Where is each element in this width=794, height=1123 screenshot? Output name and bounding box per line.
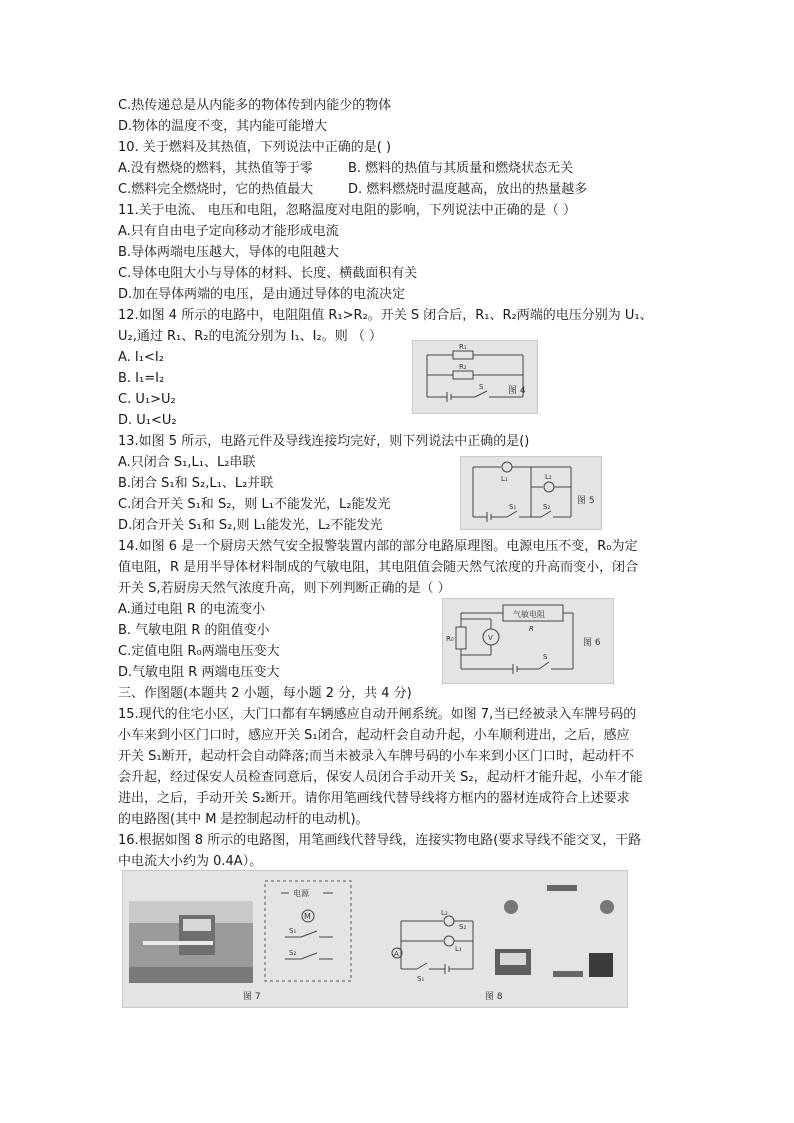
q14-option-a: A.通过电阻 R 的电流变小 (118, 602, 266, 617)
bulb-component-2 (600, 900, 614, 914)
q13-option-c: C.闭合开关 S₁和 S₂，则 L₁不能发光，L₂能发光 (118, 497, 391, 512)
bulb-component-1 (504, 900, 518, 914)
figure-5-s1-label: S₁ (509, 503, 517, 511)
figure-6-svg (443, 599, 613, 683)
figure-5-caption: 图 5 (577, 496, 595, 506)
q12-option-b: B. I₁=I₂ (118, 371, 165, 386)
q12-option-a: A. I₁<I₂ (118, 350, 164, 365)
switch-component-1 (553, 971, 583, 977)
figure-5-l2-label: L₂ (545, 473, 552, 481)
figure-5-svg (461, 457, 601, 529)
q14-stem-line2: 值电阻，R 是用半导体材料制成的气敏电阻，其电阻值会随天然气浓度的升高而变小，闭合 (118, 560, 639, 575)
figure-6-circuit (442, 598, 614, 684)
figure-6-r0-label: R₀ (446, 635, 454, 643)
q13-option-b: B.闭合 S₁和 S₂,L₁、L₂并联 (118, 476, 274, 491)
q11-option-b: B.导体两端电压越大，导体的电阻越大 (118, 245, 340, 260)
q15-line4: 会升起，经过保安人员检查同意后，保安人员闭合手动开关 S₂，起动杆才能升起，小车才能 (118, 770, 643, 785)
fig8-ammeter-label: A (394, 950, 399, 958)
fig8-l2-label: L₂ (441, 909, 448, 917)
q12-stem-line2: U₂,通过 R₁、R₂的电流分别为 I₁、I₂。则 （ ） (118, 329, 382, 344)
q12-option-c: C. U₁>U₂ (118, 392, 176, 407)
figure-5-l1-label: L₁ (501, 475, 508, 483)
figures-7-8-panel (122, 870, 628, 1008)
q14-stem-line3: 开关 S,若厨房天然气浓度升高，则下列判断正确的是（ ） (118, 581, 451, 596)
q9-option-d: D.物体的温度不变，其内能可能增大 (118, 119, 328, 134)
section-3-title: 三、作图题(本题共 2 小题，每小题 2 分，共 4 分) (118, 686, 412, 701)
switch-component-2 (547, 885, 577, 891)
q9-option-c: C.热传递总是从内能多的物体传到内能少的物体 (118, 98, 392, 113)
figure-4-svg (413, 341, 537, 413)
fig7-motor-label: M (304, 912, 311, 921)
figures-7-8-svg (123, 871, 627, 1007)
q15-line6: 的电路图(其中 M 是控制起动杆的电动机)。 (118, 812, 369, 827)
fig7-s2-label: S₂ (289, 949, 297, 957)
q12-stem-line1: 12.如图 4 所示的电路中，电阻阻值 R₁>R₂。开关 S 闭合后，R₁、R₂两端的电压分别为 U₁、 (118, 308, 653, 323)
q16-line1: 16.根据如图 8 所示的电路图，用笔画线代替导线，连接实物电路(要求导线不能交叉，干路 (118, 833, 642, 848)
q11-option-d: D.加在导体两端的电压，是由通过导体的电流决定 (118, 287, 406, 302)
figure-4-r1-label: R₁ (459, 343, 467, 351)
figure-4-circuit (412, 340, 538, 414)
q12-option-d: D. U₁<U₂ (118, 413, 177, 428)
fig7-caption: 图 7 (243, 992, 261, 1002)
fig8-s1-label: S₁ (417, 975, 425, 983)
q10-option-b: B. 燃料的热值与其质量和燃烧状态无关 (348, 161, 574, 176)
fig7-power-label: 电源 (293, 889, 309, 898)
fig8-l1-label: L₁ (455, 945, 462, 953)
q14-option-b: B. 气敏电阻 R 的阻值变小 (118, 623, 270, 638)
q15-line3: 开关 S₁断开，起动杆会自动降落;而当未被录入车牌号码的小车来到小区门口时，起动杆不 (118, 749, 634, 764)
figure-6-sensor-label: 气敏电阻 (513, 610, 545, 619)
figure-6-voltmeter-label: V (488, 634, 493, 642)
q11-option-c: C.导体电阻大小与导体的材料、长度、横截面积有关 (118, 266, 418, 281)
q14-stem-line1: 14.如图 6 是一个厨房天然气安全报警装置内部的部分电路原理图。电源电压不变，R₀为定 (118, 539, 638, 554)
q15-line2: 小车来到小区门口时，感应开关 S₁闭合，起动杆会自动升起，小车顺利进出，之后，感应 (118, 728, 630, 743)
q11-option-a: A.只有自由电子定向移动才能形成电流 (118, 224, 339, 239)
figure-5-s2-label: S₂ (543, 503, 551, 511)
q15-line1: 15.现代的住宅小区，大门口都有车辆感应自动开闸系统。如图 7,当已经被录入车牌号码的 (118, 707, 637, 722)
q10-option-a: A.没有燃烧的燃料，其热值等于零 (118, 161, 313, 176)
q14-option-c: C.定值电阻 R₀两端电压变大 (118, 644, 280, 659)
fig7-s1-label: S₁ (289, 927, 297, 935)
q14-option-d: D.气敏电阻 R 两端电压变大 (118, 665, 280, 680)
q13-option-d: D.闭合开关 S₁和 S₂,则 L₁能发光，L₂不能发光 (118, 518, 383, 533)
fig8-s2-label: S₂ (459, 923, 467, 931)
fig8-caption: 图 8 (485, 992, 503, 1002)
battery-component (589, 953, 613, 977)
q15-line5: 进出，之后，手动开关 S₂断开。请你用笔画线代替导线将方框内的器材连成符合上述要求 (118, 791, 630, 806)
figure-4-caption: 图 4 (508, 386, 526, 396)
figure-6-r-label: R (529, 625, 534, 633)
figure-4-r2-label: R₂ (459, 363, 467, 371)
q13-stem: 13.如图 5 所示，电路元件及导线连接均完好，则下列说法中正确的是() (118, 434, 530, 449)
figure-4-switch-label: S (479, 383, 484, 391)
q10-option-c: C.燃料完全燃烧时，它的热值最大 (118, 182, 314, 197)
q10-option-d: D. 燃料燃烧时温度越高，放出的热量越多 (348, 182, 588, 197)
q16-line2: 中电流大小约为 0.4A）。 (118, 854, 263, 869)
q13-option-a: A.只闭合 S₁,L₁、L₂串联 (118, 455, 256, 470)
figure-5-circuit (460, 456, 602, 530)
q10-stem: 10. 关于燃料及其热值，下列说法中正确的是( ) (118, 140, 392, 155)
q11-stem: 11.关于电流、 电压和电阻，忽略温度对电阻的影响，下列说法中正确的是（ ） (118, 203, 576, 218)
figure-6-caption: 图 6 (583, 638, 601, 648)
figure-6-switch-label: S (543, 653, 548, 661)
